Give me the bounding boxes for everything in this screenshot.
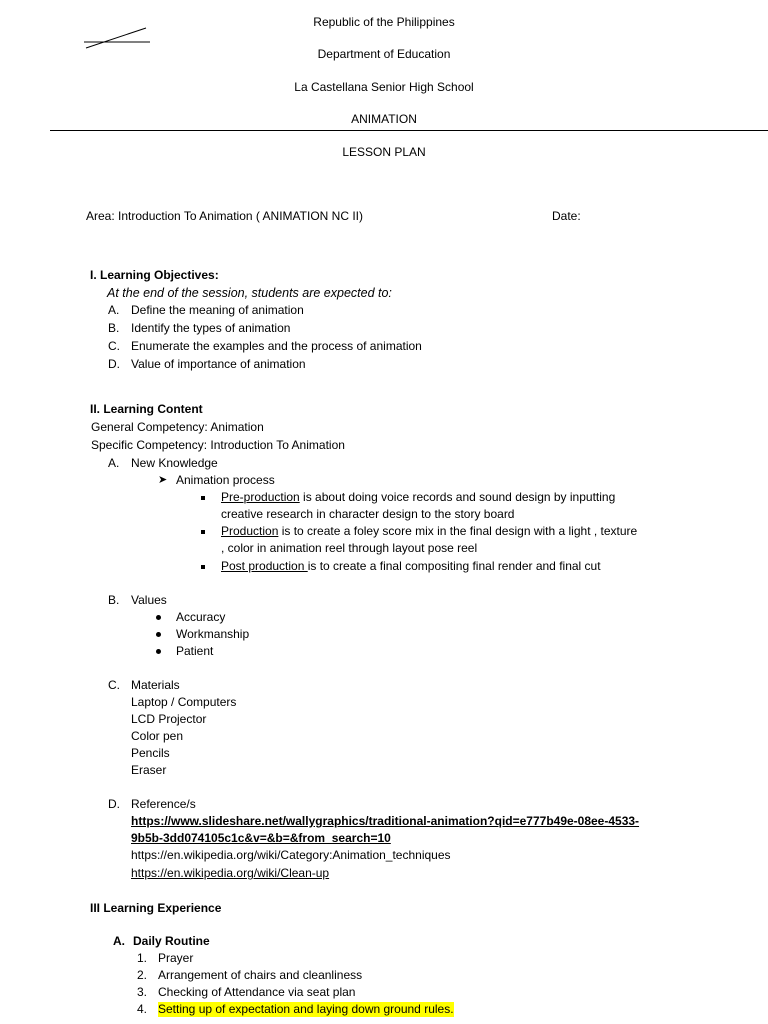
process-item-line: [221, 524, 637, 539]
section-marker: A.: [113, 934, 125, 948]
material-item: Eraser: [131, 763, 167, 777]
animation-process-label: Animation process: [176, 473, 275, 487]
process-item-line: [221, 559, 601, 574]
process-item-continuation: , color in animation reel through layout pose reel: [221, 541, 478, 555]
section-marker: B.: [108, 593, 120, 607]
process-description: is to create a final compositing final render and final cut: [307, 559, 601, 573]
header-department: Department of Education: [317, 47, 451, 61]
routine-step: Arrangement of chairs and cleanliness: [158, 968, 363, 982]
header-subject: ANIMATION: [351, 112, 417, 126]
process-item-continuation: creative research in character design to the story board: [221, 507, 515, 521]
square-bullet-icon: [201, 530, 205, 534]
header-republic: Republic of the Philippines: [313, 15, 455, 29]
material-item: Pencils: [131, 746, 170, 760]
objective-item: Identify the types of animation: [131, 321, 291, 335]
material-item: LCD Projector: [131, 712, 207, 726]
bullet-icon: [156, 649, 161, 654]
header-divider: [50, 130, 768, 131]
arrow-bullet-icon: ➤: [158, 474, 168, 486]
process-description: is to create a foley score mix in the final design with a light , texture: [278, 524, 638, 538]
process-term: Pre-production: [221, 490, 300, 504]
reference-link-wikipedia-cleanup[interactable]: https://en.wikipedia.org/wiki/Clean-up: [131, 866, 330, 880]
routine-step: Prayer: [158, 951, 194, 965]
value-item: Workmanship: [176, 627, 250, 641]
step-marker: 2.: [137, 968, 148, 982]
objective-item: Define the meaning of animation: [131, 303, 304, 317]
header-school: La Castellana Senior High School: [294, 80, 474, 94]
objectives-heading: I. Learning Objectives:: [90, 268, 219, 282]
daily-routine-label: Daily Routine: [133, 934, 210, 948]
step-marker: 1.: [137, 951, 148, 965]
objectives-intro: At the end of the session, students are expected to:: [107, 286, 392, 300]
objective-item: Enumerate the examples and the process of animation: [131, 339, 422, 353]
experience-heading: III Learning Experience: [90, 901, 222, 915]
area-field: Area: Introduction To Animation ( ANIMATION NC II): [86, 209, 363, 223]
material-item: Color pen: [131, 729, 184, 743]
process-item-line: [221, 490, 615, 505]
specific-competency: Specific Competency: Introduction To Animation: [91, 438, 345, 452]
step-marker: 4.: [137, 1002, 148, 1016]
objective-marker: B.: [108, 321, 120, 335]
objective-marker: D.: [108, 357, 120, 371]
date-field: Date:: [552, 209, 581, 223]
bullet-icon: [156, 615, 161, 620]
routine-step: Checking of Attendance via seat plan: [158, 985, 356, 999]
references-label: Reference/s: [131, 797, 196, 811]
section-marker: D.: [108, 797, 120, 811]
reference-link-slideshare-cont[interactable]: 9b5b-3dd074105c1c&v=&b=&from_search=10: [131, 831, 391, 845]
materials-label: Materials: [131, 678, 180, 692]
new-knowledge-label: New Knowledge: [131, 456, 218, 470]
process-description: is about doing voice records and sound design by inputting: [299, 490, 616, 504]
material-item: Laptop / Computers: [131, 695, 237, 709]
square-bullet-icon: [201, 496, 205, 500]
value-item: Accuracy: [176, 610, 226, 624]
content-heading: II. Learning Content: [90, 402, 203, 416]
reference-link-slideshare[interactable]: https://www.slideshare.net/wallygraphics/traditional-animation?qid=e777b49e-08ee-4533-: [131, 814, 640, 828]
objective-marker: A.: [108, 303, 120, 317]
bullet-icon: [156, 632, 161, 637]
document-title: LESSON PLAN: [342, 145, 426, 159]
section-marker: A.: [108, 456, 120, 470]
process-term: Production: [221, 524, 279, 538]
general-competency: General Competency: Animation: [91, 420, 264, 434]
step-marker: 3.: [137, 985, 148, 999]
routine-step-highlighted: Setting up of expectation and laying down ground rules.: [158, 1002, 454, 1016]
objective-item: Value of importance of animation: [131, 357, 306, 371]
values-label: Values: [131, 593, 167, 607]
process-term: Post production: [221, 559, 308, 573]
value-item: Patient: [176, 644, 214, 658]
objective-marker: C.: [108, 339, 120, 353]
section-marker: C.: [108, 678, 120, 692]
reference-link-wikipedia-category[interactable]: https://en.wikipedia.org/wiki/Category:Animation_techniques: [131, 848, 451, 862]
square-bullet-icon: [201, 565, 205, 569]
